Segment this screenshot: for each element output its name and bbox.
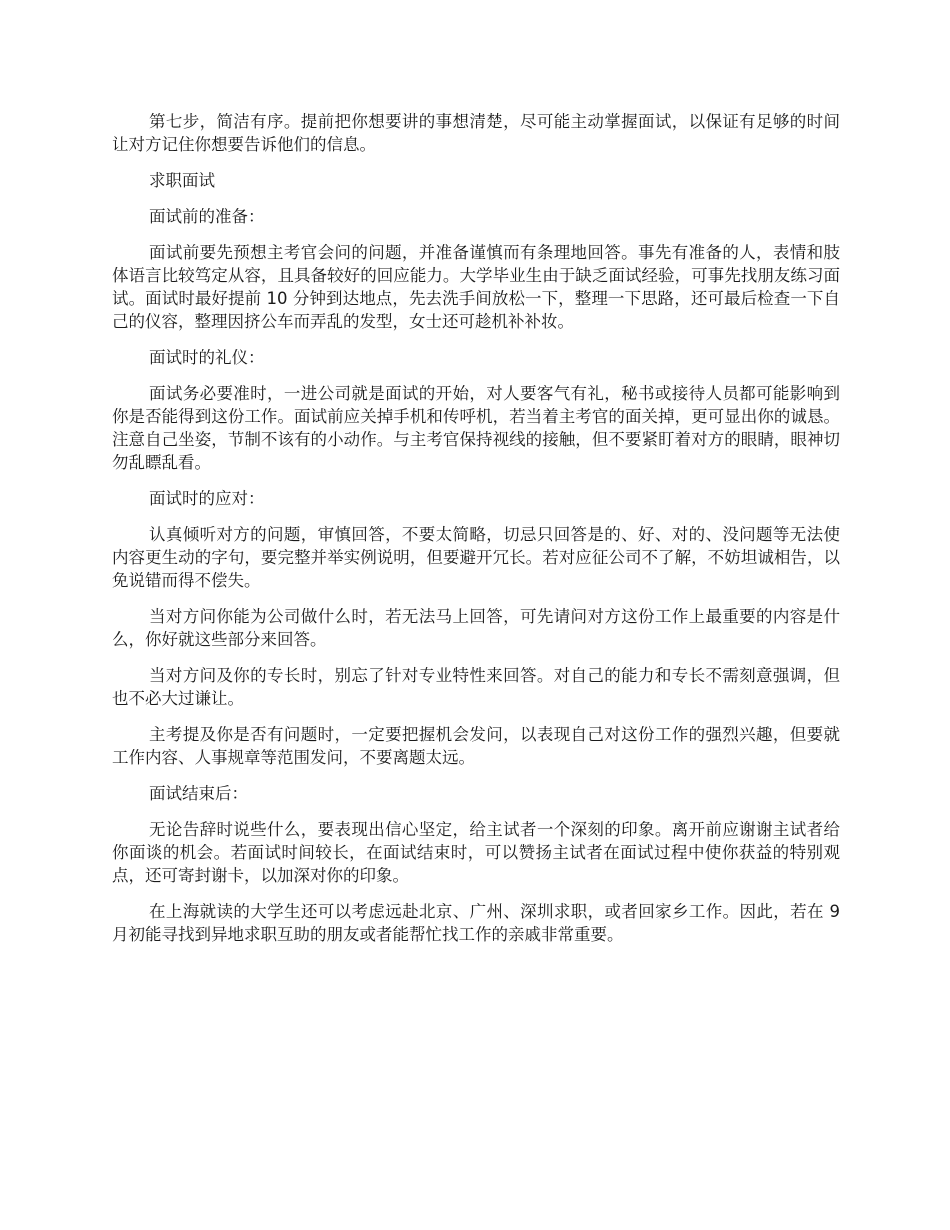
heading-after-interview: 面试结束后： bbox=[149, 784, 248, 803]
paragraph-preparation: 面试前要先预想主考官会问的问题，并准备谨慎而有条理地回答。事先有准备的人，表情和肢体语言比较笃定从容，且具备较好的回应能力。大学毕业生由于缺乏面试经验，可事先找朋友练习面试。面试时最好提前 10 分钟到达地点，先去洗手间放松一下，整理一下思路，还可最后检查一下自己的仪容，整理因挤公车而弄乱的发型，女士还可趁机补补妆。 bbox=[112, 243, 840, 331]
paragraph-step-seven: 第七步，简洁有序。提前把你想要讲的事想清楚，尽可能主动掌握面试，以保证有足够的时间让对方记住你想要告诉他们的信息。 bbox=[112, 112, 840, 154]
heading-interview-etiquette: 面试时的礼仪： bbox=[149, 348, 265, 367]
heading-interview-response: 面试时的应对： bbox=[149, 489, 265, 508]
heading-job-interview: 求职面试 bbox=[149, 171, 215, 190]
document-body bbox=[112, 110, 840, 959]
paragraph-what-can-you-do: 当对方问你能为公司做什么时，若无法马上回答，可先请问对方这份工作上最重要的内容是什么，你好就这些部分来回答。 bbox=[112, 607, 840, 649]
paragraph-listen-carefully: 认真倾听对方的问题，审慎回答，不要太简略，切忌只回答是的、好、对的、没问题等无法使内容更生动的字句，要完整并举实例说明，但要避开冗长。若对应征公司不了解，不妨坦诚相告，以免说错而得不偿失。 bbox=[112, 525, 840, 590]
paragraph-etiquette: 面试务必要准时，一进公司就是面试的开始，对人要客气有礼，秘书或接待人员都可能影响到你是否能得到这份工作。面试前应关掉手机和传呼机，若当着主考官的面关掉，更可显出你的诚恳。注意自己坐姿，节制不该有的小动作。与主考官保持视线的接触，但不要紧盯着对方的眼睛，眼神切勿乱瞟乱看。 bbox=[112, 384, 840, 472]
paragraph-your-specialty: 当对方问及你的专长时，别忘了针对专业特性来回答。对自己的能力和专长不需刻意强调，但也不必大过谦让。 bbox=[112, 666, 840, 708]
paragraph-shanghai-students: 在上海就读的大学生还可以考虑远赴北京、广州、深圳求职，或者回家乡工作。因此，若在 9 月初能寻找到异地求职互助的朋友或者能帮忙找工作的亲戚非常重要。 bbox=[112, 902, 840, 944]
paragraph-ask-questions: 主考提及你是否有问题时，一定要把握机会发问，以表现自己对这份工作的强烈兴趣，但要就工作内容、人事规章等范围发问，不要离题太远。 bbox=[112, 725, 840, 767]
heading-before-interview: 面试前的准备： bbox=[149, 207, 265, 226]
paragraph-farewell: 无论告辞时说些什么，要表现出信心坚定，给主试者一个深刻的印象。离开前应谢谢主试者给你面谈的机会。若面试时间较长，在面试结束时，可以赞扬主试者在面试过程中使你获益的特别观点，还可寄封谢卡，以加深对你的印象。 bbox=[112, 820, 840, 885]
